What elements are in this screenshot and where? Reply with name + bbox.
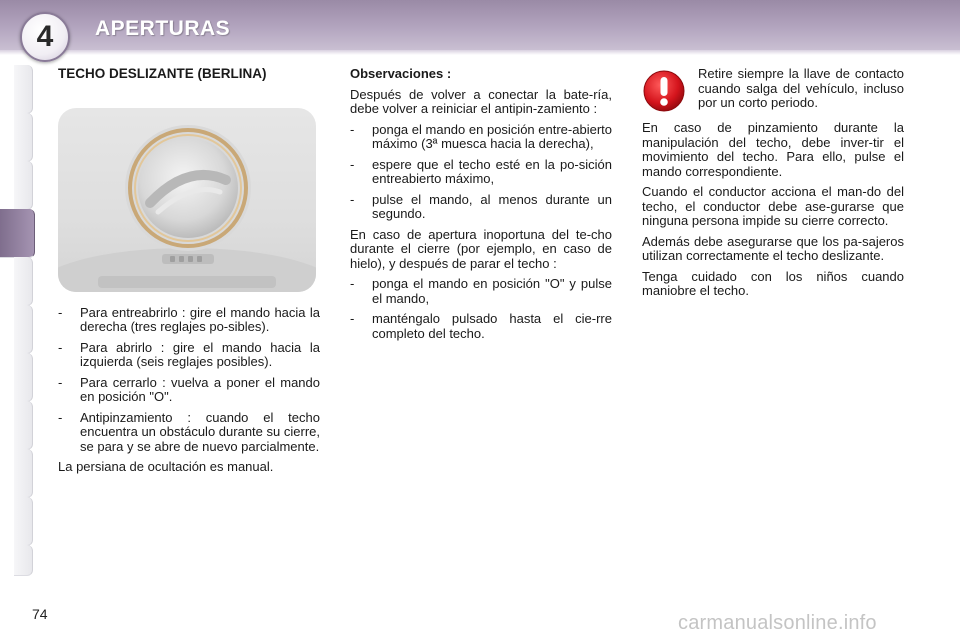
chapter-tab-10[interactable] <box>14 497 33 546</box>
observations-heading: Observaciones : <box>350 66 452 81</box>
list-item: - ponga el mando en posición entre-abierto máximo (3ª muesca hacia la derecha), <box>350 121 612 151</box>
chapter-tab-6[interactable] <box>14 305 33 354</box>
section-title: TECHO DESLIZANTE (BERLINA) <box>58 66 267 81</box>
list-item: - espere que el techo esté en la po-sición entreabierto máximo, <box>350 156 612 186</box>
list-item-text: espere que el techo esté en la po-sición entreabierto máximo, <box>372 156 612 186</box>
inopportune-steps-list <box>350 277 612 341</box>
list-item: - Para entreabrirlo : gire el mando hacia la derecha (tres reglajes po-sibles). <box>58 304 320 334</box>
header-divider <box>0 50 960 55</box>
list-item: - manténgalo pulsado hasta el cie-rre completo del techo. <box>350 311 612 341</box>
warning-block <box>642 67 904 115</box>
chapter-tab-9[interactable] <box>14 449 33 498</box>
list-item: - Antipinzamiento : cuando el techo encuentra un obstáculo durante su cierre, se para y se abre de nuevo parcialmente. <box>58 409 320 454</box>
closing-note: La persiana de ocultación es manual. <box>58 459 274 474</box>
exclamation-warning-icon <box>642 69 686 113</box>
middle-column <box>350 67 612 347</box>
sunroof-control-photo <box>58 108 316 292</box>
list-item: - pulse el mando, al menos durante un segundo. <box>350 191 612 221</box>
list-item-text: pulse el mando, al menos durante un segundo. <box>372 191 612 221</box>
right-paragraph: Además debe asegurarse que los pa-sajeros utilizan correctamente el techo deslizante. <box>642 233 904 263</box>
instruction-list <box>58 306 320 455</box>
watermark: carmanualsonline.info <box>678 612 877 634</box>
list-item-text: manténgalo pulsado hasta el cie-rre completo del techo. <box>372 311 612 341</box>
chapter-tabs <box>0 65 36 575</box>
right-paragraph: Cuando el conductor acciona el man-do del techo, el conductor debe ase-gurarse que ninguna persona impide su cierre correcto. <box>642 184 904 228</box>
right-paragraph: En caso de pinzamiento durante la manipulación del techo, debe inver-tir el movimiento del techo. Para ello, pulse el mando correspondiente. <box>642 120 904 179</box>
chapter-tab-7[interactable] <box>14 353 33 402</box>
chapter-tab-2[interactable] <box>14 113 33 162</box>
chapter-title: APERTURAS <box>95 17 231 40</box>
list-item: - Para abrirlo : gire el mando hacia la izquierda (seis reglajes posibles). <box>58 339 320 369</box>
right-column <box>642 67 904 305</box>
list-item-text: Para abrirlo : gire el mando hacia la izquierda (seis reglajes posibles). <box>80 339 320 369</box>
sunroof-control-illustration <box>58 108 316 292</box>
list-item: - ponga el mando en posición "O" y pulse el mando, <box>350 276 612 306</box>
chapter-tab-1[interactable] <box>14 65 33 114</box>
chapter-tab-5[interactable] <box>14 257 33 306</box>
chapter-number-badge: 4 <box>20 12 70 62</box>
list-item-text: Para cerrarlo : vuelva a poner el mando en posición "O". <box>80 374 320 404</box>
chapter-tab-4-active[interactable] <box>0 209 35 258</box>
list-item: - Para cerrarlo : vuelva a poner el mando en posición "O". <box>58 374 320 404</box>
right-paragraph: Tenga cuidado con los niños cuando maniobre el techo. <box>642 268 904 298</box>
list-item-text: Para entreabrirlo : gire el mando hacia la derecha (tres reglajes po-sibles). <box>80 304 320 334</box>
list-item-text: Antipinzamiento : cuando el techo encuentra un obstáculo durante su cierre, se para y se abre de nuevo parcialmente. <box>80 409 320 454</box>
list-item-text: ponga el mando en posición entre-abierto máximo (3ª muesca hacia la derecha), <box>372 121 612 151</box>
left-column <box>58 67 320 481</box>
chapter-tab-8[interactable] <box>14 401 33 450</box>
inopportune-opening-paragraph: En caso de apertura inoportuna del te-cho durante el cierre (por ejemplo, en caso de hielo), y después de parar el techo : <box>350 226 612 271</box>
warning-text: Retire siempre la llave de contacto cuando salga del vehículo, incluso por un corto periodo. <box>698 66 904 110</box>
chapter-tab-3[interactable] <box>14 161 33 210</box>
page-number: 74 <box>32 606 48 622</box>
observations-intro: Después de volver a conectar la bate-ría, debe volver a reiniciar el antipin-zamiento : <box>350 86 612 116</box>
chapter-tab-11[interactable] <box>14 545 33 576</box>
reset-steps-list <box>350 123 612 222</box>
list-item-text: ponga el mando en posición "O" y pulse el mando, <box>372 276 612 306</box>
